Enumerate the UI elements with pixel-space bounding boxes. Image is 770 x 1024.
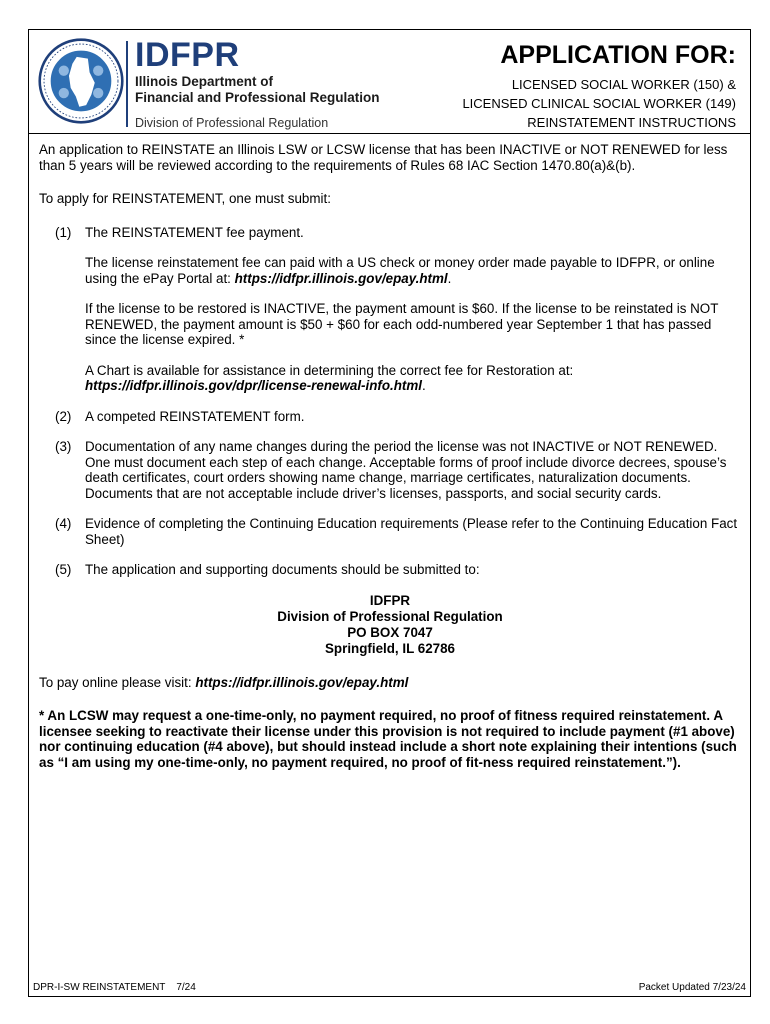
license-type-line1: LICENSED SOCIAL WORKER (150) & <box>511 77 736 92</box>
fee-chart-end: . <box>422 378 426 393</box>
form-frame <box>28 29 751 997</box>
fee-chart-text: A Chart is available for assistance in determining the correct fee for Restoration at: <box>85 362 574 378</box>
illinois-state-seal-icon <box>38 38 124 124</box>
address-line3: PO BOX 7047 <box>347 624 433 640</box>
intro-paragraph: An application to REINSTATE an Illinois LSW or LCSW license that has been INACTIVE or NOT RENEWED for less than 5 years will be reviewed according to the requirements of Rules 68 IAC Section 1470.80(a)&(b). <box>39 142 728 173</box>
fee-payment-paragraph <box>85 255 741 286</box>
list-item <box>39 562 741 578</box>
application-title-block <box>462 41 736 132</box>
pay-online-link[interactable]: https://idfpr.illinois.gov/epay.html <box>195 674 409 690</box>
pay-online-paragraph <box>39 675 741 691</box>
license-renewal-info-link[interactable]: https://idfpr.illinois.gov/dpr/license-renewal-info.html <box>85 378 423 393</box>
item-number: (1) <box>55 224 72 240</box>
item-number: (4) <box>55 516 72 531</box>
address-line4: Springfield, IL 62786 <box>325 640 455 656</box>
fee-amount-paragraph: If the license to be restored is INACTIVE, the payment amount is $60. If the license to be reinstated is NOT RENEWED, the payment amount is $50 + $60 for each odd-numbered year September 1 that has passed since the license expired. * <box>85 301 719 347</box>
epay-link[interactable]: https://idfpr.illinois.gov/epay.html <box>234 270 448 286</box>
application-title: APPLICATION FOR: <box>500 41 736 69</box>
item-text: The application and supporting documents should be submitted to: <box>85 562 480 577</box>
item-number: (3) <box>55 439 72 454</box>
fee-payment-end: . <box>447 270 452 286</box>
agency-acronym: IDFPR <box>135 36 240 74</box>
pay-online-text: To pay online please visit: <box>39 674 196 690</box>
address-line1: IDFPR <box>369 592 411 608</box>
item-number: (2) <box>55 408 72 424</box>
fee-chart-paragraph <box>85 363 741 394</box>
agency-name-line2: Financial and Professional Regulation <box>135 90 380 105</box>
list-item <box>39 225 741 241</box>
list-item <box>39 439 741 501</box>
header <box>29 30 750 134</box>
apply-heading: To apply for REINSTATEMENT, one must submit: <box>39 191 331 206</box>
lcsw-note: * An LCSW may request a one-time-only, no payment required, no proof of fitness required reinstatement. A licensee seeking to reactivate their license under this provision is not required to include payment (#1 above) nor continuing education (#4 above), but should instead include a short note explaining their intentions (such as “I am using my one-time-only, no payment required, no proof of fit-ness required reinstatement.”). <box>39 708 737 770</box>
item-text: A competed REINSTATEMENT form. <box>85 408 305 424</box>
address-line2: Division of Professional Regulation <box>277 608 503 624</box>
form-code: DPR-I-SW REINSTATEMENT 7/24 <box>33 982 196 993</box>
agency-block <box>135 38 380 130</box>
mailing-address <box>39 593 741 657</box>
instructions-title: REINSTATEMENT INSTRUCTIONS <box>527 115 736 130</box>
division-name: Division of Professional Regulation <box>135 116 329 130</box>
list-item <box>39 516 741 547</box>
agency-name-line1: Illinois Department of <box>135 74 274 89</box>
item-text: The REINSTATEMENT fee payment. <box>85 224 304 240</box>
item-text: Documentation of any name changes during the period the license was not INACTIVE or NOT RENEWED. One must document each step of each change. Acceptable forms of proof include divorce decrees, spouse’s death certificates, court orders showing name change, marriage certificates, naturalization documents. Documents that are not acceptable include driver’s licenses, passports, and social security cards. <box>85 439 727 501</box>
item-text: Evidence of completing the Continuing Education requirements (Please refer to the Continuing Education Fact Sheet) <box>85 516 738 547</box>
license-type-line2: LICENSED CLINICAL SOCIAL WORKER (149) <box>462 96 736 111</box>
header-divider <box>126 41 128 127</box>
fee-payment-text: The license reinstatement fee can paid with a US check or money order made payable to IDFPR, or online using the ePay Portal at: <box>85 255 715 286</box>
packet-updated: Packet Updated 7/23/24 <box>638 982 746 993</box>
instructions-body <box>39 142 741 788</box>
list-item <box>39 409 741 425</box>
item-number: (5) <box>55 562 72 577</box>
